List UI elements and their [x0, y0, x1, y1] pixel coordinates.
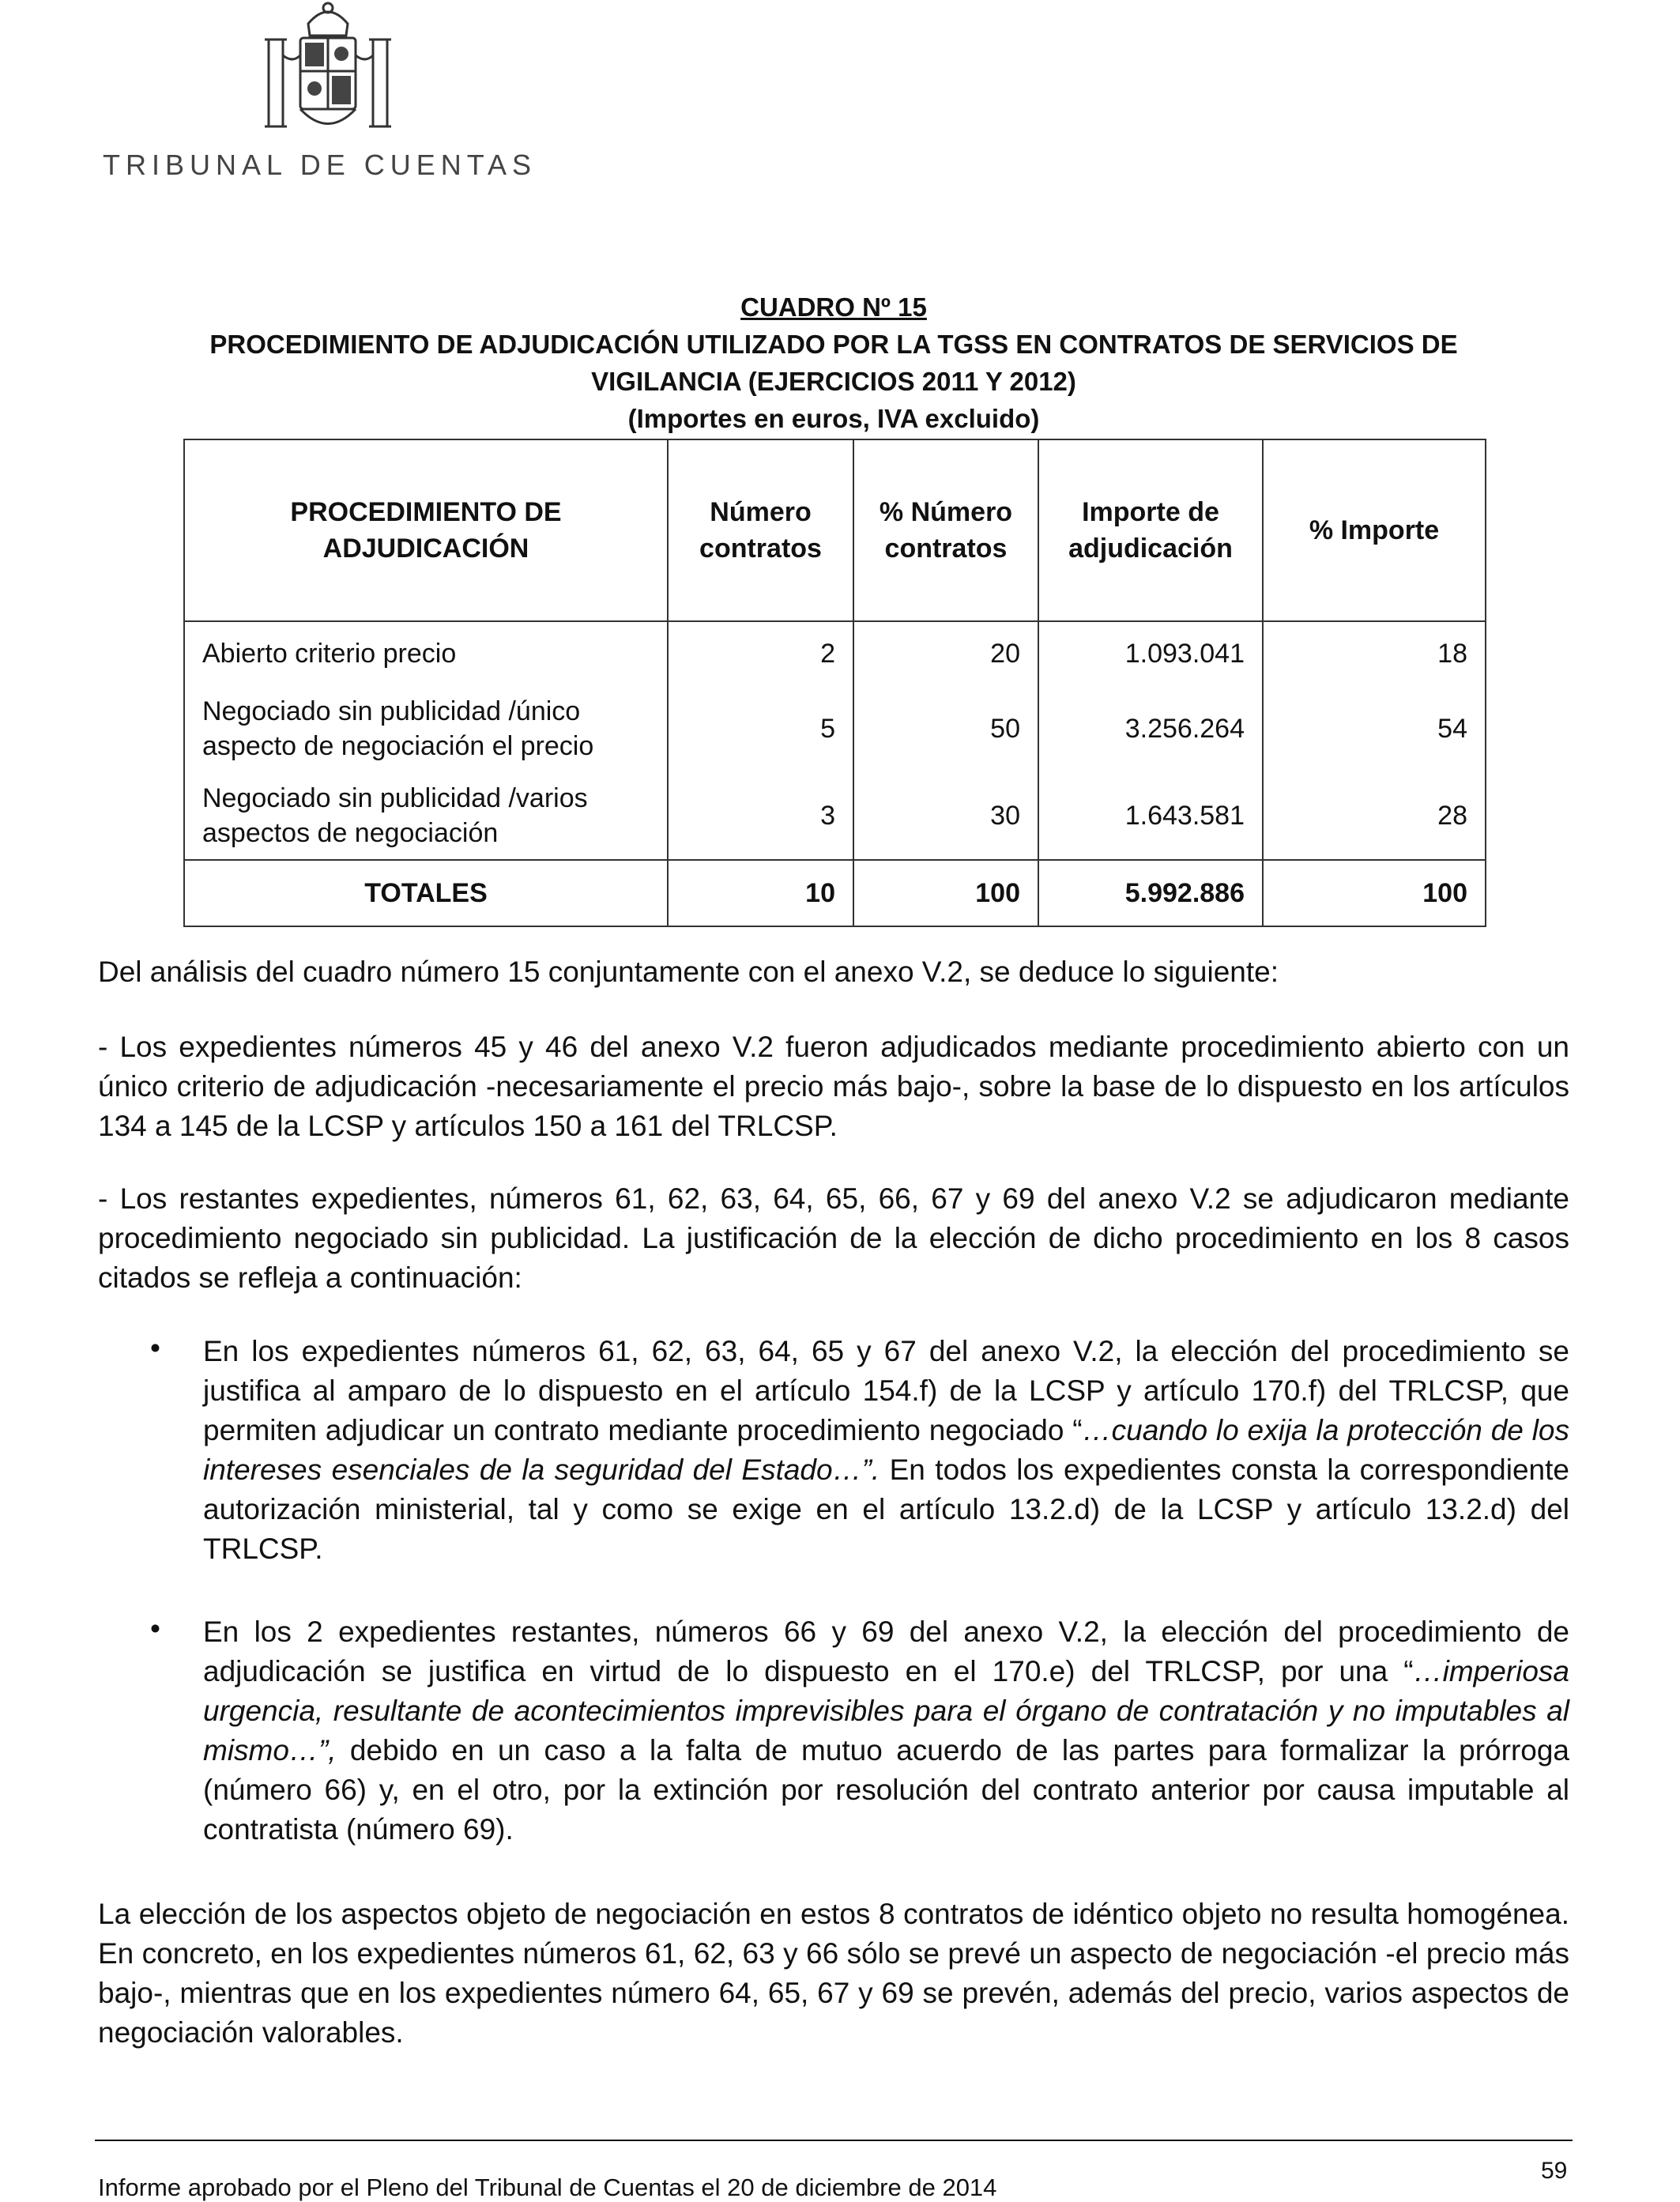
header-numero: Número contratos — [668, 439, 853, 621]
header-pct-numero: % Número contratos — [853, 439, 1038, 621]
header-importe: Importe de adjudicación — [1038, 439, 1263, 621]
paragraph-abierto: - Los expedientes números 45 y 46 del anexo V.2 fueron adjudicados mediante procedimiento abierto con un único criterio de adjudicación -necesariamente el precio más bajo-, sobre la base de lo dispuesto en los artículos 134 a 145 de la LCSP y artículos 150 a 161 del TRLCSP. — [98, 1031, 1569, 1142]
table-row — [184, 772, 1486, 860]
cuadro-units: (Importes en euros, IVA excluido) — [627, 404, 1040, 433]
bullet-icon: • — [150, 1612, 160, 1645]
table-header-row — [184, 439, 1486, 621]
logo-text: TRIBUNAL DE CUENTAS — [103, 149, 537, 181]
table-row — [184, 685, 1486, 772]
header-pct-importe: % Importe — [1263, 439, 1486, 621]
totals-pct-importe: 100 — [1263, 860, 1486, 926]
header-procedimiento: PROCEDIMIENTO DE ADJUDICACIÓN — [184, 439, 668, 621]
cuadro-label: CUADRO Nº 15 — [740, 292, 927, 322]
row-procedimiento: Negociado sin publicidad /único aspecto de negociación el precio — [184, 685, 668, 772]
table-row — [184, 621, 1486, 685]
page-number: 59 — [1541, 2158, 1568, 2184]
row-pct-importe: 28 — [1263, 772, 1486, 860]
row-numero: 5 — [668, 685, 853, 772]
row-pct-importe: 54 — [1263, 685, 1486, 772]
row-importe: 1.643.581 — [1038, 772, 1263, 860]
paragraph-intro: Del análisis del cuadro número 15 conjuntamente con el anexo V.2, se deduce lo siguiente: — [98, 956, 1279, 988]
row-procedimiento: Abierto criterio precio — [184, 621, 668, 685]
row-pct-importe: 18 — [1263, 621, 1486, 685]
bullet-item-seguridad: En los expedientes números 61, 62, 63, 64, 65 y 67 del anexo V.2, la elección del procedimiento se justifica al amparo de lo dispuesto en el artículo 154.f) de la LCSP y artículo 170.f) del TRLCSP, que permiten adjudicar un contrato mediante procedimiento negociado “…cuando lo exija la protección de los intereses esenciales de la seguridad del Estado…”. En todos los expedientes consta la correspondiente autorización ministerial, tal y como se exige en el artículo 13.2.d) de la LCSP y artículo 13.2.d) del TRLCSP. — [203, 1335, 1570, 1565]
row-importe: 3.256.264 — [1038, 685, 1263, 772]
row-numero: 3 — [668, 772, 853, 860]
row-numero: 2 — [668, 621, 853, 685]
totals-importe: 5.992.886 — [1038, 860, 1263, 926]
paragraph-negociado: - Los restantes expedientes, números 61, 62, 63, 64, 65, 66, 67 y 69 del anexo V.2 se adjudicaron mediante procedimiento negociado sin publicidad. La justificación de la elección de dicho procedimiento en los 8 casos citados se refleja a continuación: — [98, 1182, 1569, 1294]
row-procedimiento: Negociado sin publicidad /varios aspectos de negociación — [184, 772, 668, 860]
tribunal-logo — [95, 0, 553, 190]
row-pct-numero: 20 — [853, 621, 1038, 685]
totals-numero: 10 — [668, 860, 853, 926]
row-pct-numero: 50 — [853, 685, 1038, 772]
paragraph-aspectos: La elección de los aspectos objeto de negociación en estos 8 contratos de idéntico objeto no resulta homogénea. En concreto, en los expedientes números 61, 62, 63 y 66 sólo se prevé un aspecto de negociación -el precio más bajo-, mientras que en los expedientes número 64, 65, 67 y 69 se prevén, además del precio, varios aspectos de negociación valorables. — [98, 1898, 1569, 2049]
row-pct-numero: 30 — [853, 772, 1038, 860]
row-importe: 1.093.041 — [1038, 621, 1263, 685]
spanish-coat-of-arms-icon — [253, 0, 403, 142]
bullet-icon: • — [150, 1332, 160, 1364]
footer-divider — [95, 2140, 1573, 2141]
cuadro-title-line1: PROCEDIMIENTO DE ADJUDICACIÓN UTILIZADO POR LA TGSS EN CONTRATOS DE SERVICIOS DE — [209, 330, 1458, 359]
table-totals-row — [184, 860, 1486, 926]
footer-report-text: Informe aprobado por el Pleno del Tribunal de Cuentas el 20 de diciembre de 2014 — [98, 2174, 997, 2201]
totals-label: TOTALES — [184, 860, 668, 926]
bullet-item-urgencia: En los 2 expedientes restantes, números 66 y 69 del anexo V.2, la elección del procedimiento de adjudicación se justifica en virtud de lo dispuesto en el 170.e) del TRLCSP, por una “…imperiosa urgencia, resultante de acontecimientos imprevisibles para el órgano de contratación y no imputables al mismo…”, debido en un caso a la falta de mutuo acuerdo de las partes para formalizar la prórroga (número 66) y, en el otro, por la extinción por resolución del contrato anterior por causa imputable al contratista (número 69). — [203, 1616, 1569, 1846]
adjudication-table — [183, 439, 1486, 927]
cuadro-title-line2: VIGILANCIA (EJERCICIOS 2011 Y 2012) — [591, 367, 1076, 396]
totals-pct-numero: 100 — [853, 860, 1038, 926]
table-title-block — [103, 288, 1565, 437]
